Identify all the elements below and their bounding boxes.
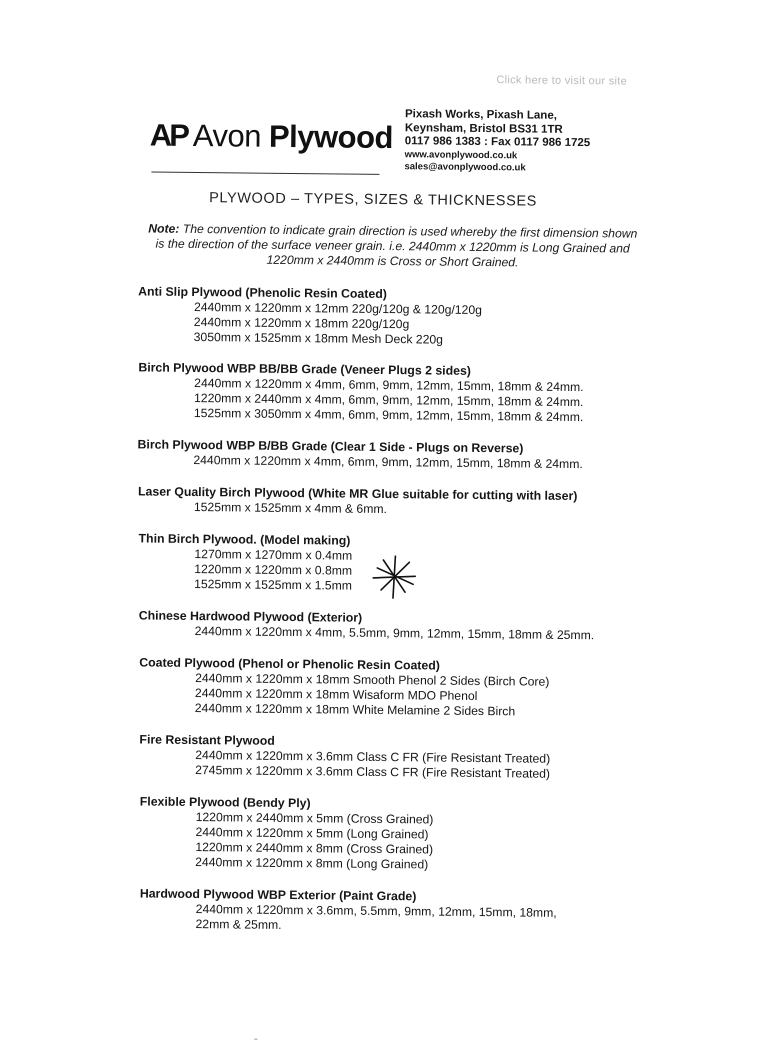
handwritten-asterisk-mark: [369, 552, 420, 603]
company-address: [404, 108, 590, 174]
size-line: 3050mm x 1525mm x 18mm Mesh Deck 220g: [193, 329, 444, 347]
section-laser-birch: [138, 484, 578, 519]
logo-mark: AP: [149, 117, 188, 153]
size-line: 2745mm x 1220mm x 3.6mm Class C FR (Fire Resistant Treated): [195, 763, 551, 781]
size-line: 1220mm x 2440mm x 4mm, 6mm, 9mm, 12mm, 15mm, 18mm & 24mm.: [193, 391, 584, 410]
size-line: 2440mm x 1220mm x 18mm Smooth Phenol 2 Sides (Birch Core): [195, 671, 550, 689]
note-text: The convention to indicate grain direction is used whereby the first dimension shown is the direction of the surface veneer grain. i.e. 2440mm x 1220mm is Long Grained and 1220mm x 2440mm is Cross or Short Grained.: [155, 221, 638, 270]
size-line: 2440mm x 1220mm x 3.6mm, 5.5mm, 9mm, 12mm, 15mm, 18mm,: [195, 902, 557, 920]
size-line: 2440mm x 1220mm x 18mm Wisaform MDO Phenol: [194, 686, 478, 703]
site-link-note[interactable]: Click here to visit our site: [496, 74, 628, 88]
section-heading: Thin Birch Plywood. (Model making): [138, 531, 351, 548]
grain-direction-note: [142, 221, 642, 271]
logo-underline: [151, 172, 379, 175]
email-link[interactable]: sales@avonplywood.co.uk: [404, 160, 526, 173]
size-line: 1270mm x 1270mm x 0.4mm: [194, 547, 353, 563]
scan-speck: [254, 1039, 257, 1040]
note-label: Note:: [148, 221, 180, 236]
logo-name-light: Avon: [192, 117, 262, 154]
size-line: 1220mm x 2440mm x 5mm (Cross Grained): [195, 810, 434, 827]
size-line: 2440mm x 1220mm x 5mm (Long Grained): [195, 825, 429, 842]
logo-name-bold: Plywood: [268, 118, 394, 156]
section-fire-resistant: [139, 732, 550, 781]
section-heading: Flexible Plywood (Bendy Ply): [139, 794, 311, 811]
section-birch-bb-bb: [138, 360, 584, 425]
size-line: 1525mm x 3050mm x 4mm, 6mm, 9mm, 12mm, 15mm, 18mm & 24mm.: [193, 406, 584, 425]
size-line: 2440mm x 1220mm x 4mm, 6mm, 9mm, 12mm, 15mm, 18mm & 24mm.: [194, 376, 584, 395]
size-line: 2440mm x 1220mm x 3.6mm Class C FR (Fire Resistant Treated): [195, 748, 551, 766]
section-hardwood-wbp: [139, 886, 556, 935]
section-heading: Birch Plywood WBP B/BB Grade (Clear 1 Side - Plugs on Reverse): [137, 437, 524, 456]
size-line: 1220mm x 1220mm x 0.8mm: [194, 562, 353, 578]
size-line: 2440mm x 1220mm x 8mm (Long Grained): [195, 855, 429, 872]
section-thin-birch: [138, 531, 352, 593]
website-link[interactable]: www.avonplywood.co.uk: [404, 148, 518, 161]
size-line: 2440mm x 1220mm x 18mm White Melamine 2 Sides Birch: [194, 701, 516, 719]
section-anti-slip: [138, 284, 483, 348]
section-coated-plywood: [139, 655, 550, 719]
company-logo: [150, 118, 394, 157]
section-heading: Laser Quality Birch Plywood (White MR Glue suitable for cutting with laser): [138, 484, 578, 504]
size-line: 2440mm x 1220mm x 4mm, 6mm, 9mm, 12mm, 15mm, 18mm & 24mm.: [193, 453, 583, 472]
size-line: 2440mm x 1220mm x 12mm 220g/120g & 120g/120g: [193, 300, 483, 318]
size-line: 1220mm x 2440mm x 8mm (Cross Grained): [195, 840, 434, 857]
section-birch-b-bb: [137, 437, 583, 472]
section-heading: Anti Slip Plywood (Phenolic Resin Coated): [138, 284, 387, 302]
section-heading: Hardwood Plywood WBP Exterior (Paint Grade): [139, 886, 417, 904]
size-line: 2440mm x 1220mm x 18mm 220g/120g: [193, 314, 410, 332]
section-heading: Chinese Hardwood Plywood (Exterior): [138, 608, 363, 625]
phone-fax-line: 0117 986 1383 : Fax 0117 986 1725: [404, 135, 591, 150]
document-title: PLYWOOD – TYPES, SIZES & THICKNESSES: [209, 190, 538, 210]
section-heading: Birch Plywood WBP BB/BB Grade (Veneer Plugs 2 sides): [138, 360, 471, 378]
section-heading: Coated Plywood (Phenol or Phenolic Resin Coated): [139, 655, 440, 673]
size-line: 1525mm x 1525mm x 4mm & 6mm.: [193, 500, 388, 517]
address-line: Pixash Works, Pixash Lane,: [404, 108, 558, 122]
size-line: 22mm & 25mm.: [195, 917, 282, 932]
section-flexible-plywood: [139, 794, 434, 872]
address-line: Keynsham, Bristol BS31 1TR: [404, 121, 563, 136]
section-chinese-hardwood: [139, 608, 595, 643]
size-line: 1525mm x 1525mm x 1.5mm: [194, 577, 353, 593]
size-line: 2440mm x 1220mm x 4mm, 5.5mm, 9mm, 12mm, 15mm, 18mm & 25mm.: [194, 624, 595, 643]
section-heading: Fire Resistant Plywood: [139, 732, 275, 748]
